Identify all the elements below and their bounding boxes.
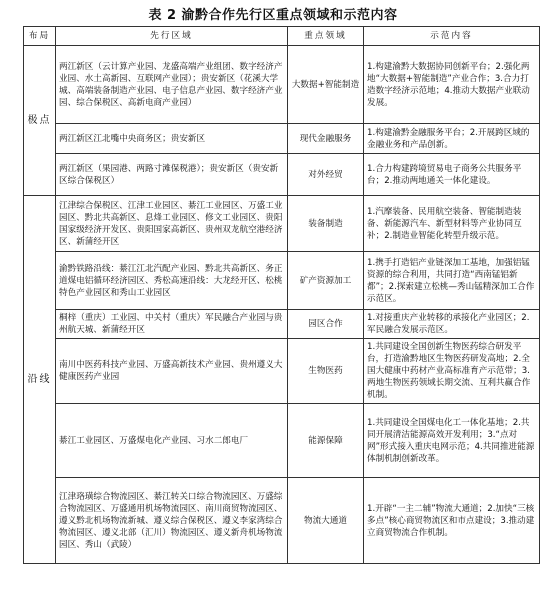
field-cell: 物流大通道: [288, 478, 364, 564]
zone-cell: 南川中医药科技产业园、万盛高新技术产业园、贵州遵义大健康医药产业园: [56, 339, 288, 404]
zone-cell: 江津综合保税区、江津工业园区、綦江工业园区、万盛工业园区、黔北共高新区、息烽工业园区、修文工业园区、贵阳国家级经济开发区、贵阳国家高新区、贵州双龙航空港经济区、新蒲经开区: [56, 196, 288, 252]
zone-cell: 两江新区江北嘴中央商务区；贵安新区: [56, 124, 288, 154]
header-field: 重点领域: [288, 27, 364, 46]
content-cell: 1.汽摩装备、民用航空装备、智能制造装备、新能源汽车、新型材料等产业协同互补；2.制造业智能化转型升级示范。: [364, 196, 540, 252]
layout-cell-corridor: 沿线: [24, 196, 56, 564]
table-row: [24, 339, 540, 404]
table-row: [24, 196, 540, 252]
table-row: [24, 154, 540, 196]
table-row: [24, 310, 540, 339]
field-cell: 装备制造: [288, 196, 364, 252]
content-cell: 1.共同建设全国煤电化工一体化基地；2.共同开展清洁能源高效开发利用；3.“点对网”形式接入重庆电网示范；4.共同推进能源体制机制创新改革。: [364, 404, 540, 478]
table-row: [24, 404, 540, 478]
content-cell: 1.构建渝黔金融服务平台；2.开展跨区域的金融业务和产品创新。: [364, 124, 540, 154]
field-cell: 对外经贸: [288, 154, 364, 196]
content-cell: 1.构建渝黔大数据协同创新平台；2.强化两地“大数据+智能制造”产业合作；3.合力打造数字经济示范地；4.推动大数据产业联动发展。: [364, 46, 540, 124]
table-title: 表 2 渝黔合作先行区重点领域和示范内容: [148, 8, 398, 23]
content-cell: 1.开辟“一主二辅”物流大通道；2.加快“三核多点”核心商贸物流区和市点建设；3.推动建立商贸物流合作机制。: [364, 478, 540, 564]
field-cell: 生物医药: [288, 339, 364, 404]
content-cell: 1.共同建设全国创新生物医药综合研发平台，打造渝黔地区生物医药研发高地；2.全国大健康中药材产业高标准育产示范带；3.两地生物医药领域长期交流、互利共赢合作机制。: [364, 339, 540, 404]
field-cell: 园区合作: [288, 310, 364, 339]
zone-cell: 江津珞璜综合物流园区、綦江转关口综合物流园区、万盛综合物流园区、万盛通用机场物流园区、南川商贸物流园区、遵义黔北机场物流新城、遵义综合保税区、遵义李家湾综合物流园区、遵义北部（汇川）物流园区、遵义新舟机场物流园区、秀山（武陵）: [56, 478, 288, 564]
table-row: [24, 124, 540, 154]
table-row: [24, 252, 540, 310]
zone-cell: 两江新区（果园港、两路寸滩保税港）；贵安新区（贵安新区综合保税区）: [56, 154, 288, 196]
zone-cell: 桐梓（重庆）工业园、中关村（重庆）军民融合产业园与贵州航天城、新蒲经开区: [56, 310, 288, 339]
field-cell: 现代金融服务: [288, 124, 364, 154]
table-row: [24, 478, 540, 564]
field-cell: 矿产资源加工: [288, 252, 364, 310]
header-content: 示范内容: [364, 27, 540, 46]
header-row: [24, 27, 540, 46]
header-layout: 布局: [24, 27, 56, 46]
header-zone: 先行区域: [56, 27, 288, 46]
demonstration-table: [23, 26, 540, 564]
zone-cell: 渝黔铁路沿线：綦江江北汽配产业园、黔北共高新区、务正道煤电铝循环经济园区、秀松高速沿线：大龙经开区、松桃特色产业园区和秀山工业园区: [56, 252, 288, 310]
layout-cell-pole: 极点: [24, 46, 56, 196]
content-cell: 1.对接重庆产业转移的承接化产业园区；2.军民融合发展示范区。: [364, 310, 540, 339]
zone-cell: 两江新区（云计算产业园、龙盛高端产业组团、数字经济产业园、水土高新园、互联网产业园）；贵安新区（花溪大学城、高端装备制造产业园、电子信息产业园、数字经济产业园、综合保税区、高新电商产业园）: [56, 46, 288, 124]
zone-cell: 綦江工业园区、万盛煤电化产业园、习水二郎电厂: [56, 404, 288, 478]
content-cell: 1.携手打造铝产业链深加工基地，加强铝锰资源的综合利用，共同打造“西南锰铝新都”；2.探索建立松桃—秀山锰精深加工合作示范区。: [364, 252, 540, 310]
content-cell: 1.合力构建跨境贸易电子商务公共服务平台；2.推动两地通关一体化建设。: [364, 154, 540, 196]
field-cell: 大数据+智能制造: [288, 46, 364, 124]
field-cell: 能源保障: [288, 404, 364, 478]
table-row: [24, 46, 540, 124]
